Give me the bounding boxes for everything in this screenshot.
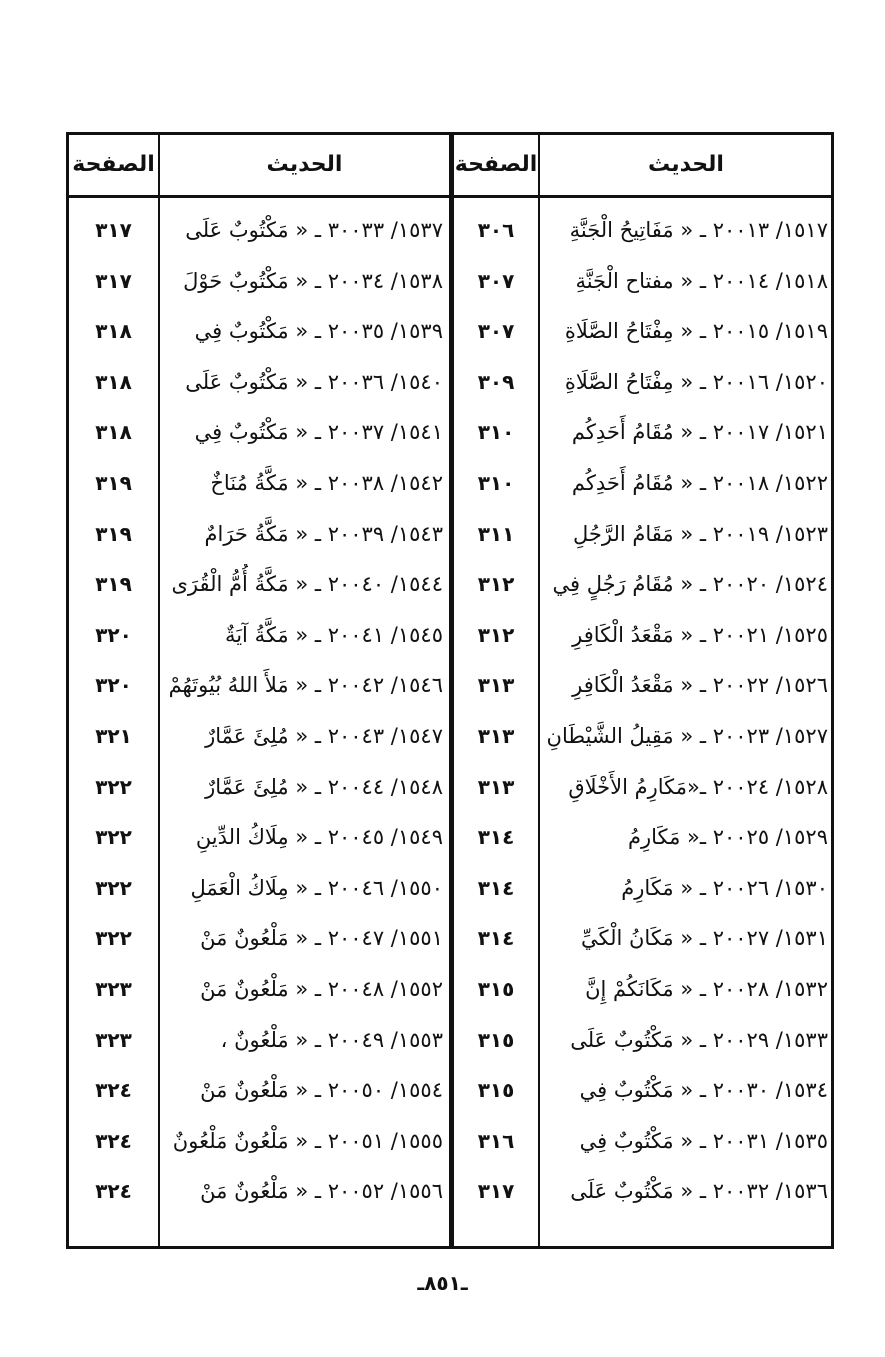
page-ref: ٣١٥ <box>477 977 515 1001</box>
hadith-entry: ١٥٥٤/ ٢٠٠٥٠ ـ « مَلْعُونٌ مَنْ <box>200 1078 443 1102</box>
hadith-entry: ١٥٣١/ ٢٠٠٢٧ ـ « مَكَانُ الْكَيِّ <box>581 926 828 950</box>
hadith-entry: ١٥٢٩/ ٢٠٠٢٥ ـ« مَكَارِمُ <box>627 825 828 849</box>
page-ref: ٣١٨ <box>95 370 132 394</box>
page-ref: ٣١٨ <box>95 420 132 444</box>
page-ref: ٣٢٤ <box>95 1179 132 1203</box>
page-ref: ٣٢٤ <box>95 1129 132 1153</box>
hadith-entry: ١٥٤٩/ ٢٠٠٤٥ ـ « مِلَاكُ الدِّينِ <box>195 825 443 849</box>
right-page-header: الصفحة <box>454 152 538 177</box>
page-ref: ٣٢٢ <box>95 876 132 900</box>
hadith-entry: ١٥٥٢/ ٢٠٠٤٨ ـ « مَلْعُونٌ مَنْ <box>200 977 443 1001</box>
page-number: ـ٨٥١ـ <box>417 1271 468 1295</box>
hadith-entry: ١٥٥٠/ ٢٠٠٤٦ ـ « مِلَاكُ الْعَمَلِ <box>190 876 443 900</box>
page-ref: ٣٠٧ <box>477 319 515 343</box>
page-ref: ٣١٨ <box>95 319 132 343</box>
right-column-divider <box>538 132 540 1249</box>
hadith-entry: ١٥٢٨/ ٢٠٠٢٤ ـ«مَكَارِمُ الأَخْلَاقِ <box>568 775 828 799</box>
page-ref: ٣١٩ <box>95 522 132 546</box>
page-ref: ٣١٣ <box>477 673 515 697</box>
page-ref: ٣١٢ <box>477 572 515 596</box>
page-ref: ٣٢٢ <box>95 926 132 950</box>
hadith-entry: ١٥٢٠/ ٢٠٠١٦ ـ « مِفْتَاحُ الصَّلَاةِ <box>564 370 828 394</box>
hadith-entry: ١٥٣٣/ ٢٠٠٢٩ ـ « مَكْتُوبٌ عَلَى <box>570 1028 828 1052</box>
hadith-entry: ١٥٥٥/ ٢٠٠٥١ ـ « مَلْعُونٌ مَلْعُونٌ <box>172 1129 443 1153</box>
hadith-entry: ١٥١٨/ ٢٠٠١٤ ـ « مفتاح الْجَنَّةِ <box>575 269 828 293</box>
hadith-entry: ١٥٣٨/ ٢٠٠٣٤ ـ « مَكْتُوبٌ حَوْلَ <box>183 269 443 293</box>
hadith-entry: ١٥٤٤/ ٢٠٠٤٠ ـ « مَكَّةُ أُمُّ الْقُرَى <box>171 572 443 596</box>
hadith-entry: ١٥٤٢/ ٢٠٠٣٨ ـ « مَكَّةُ مُنَاخٌ <box>210 471 443 495</box>
page-ref: ٣١٧ <box>95 218 132 242</box>
hadith-entry: ١٥٥٣/ ٢٠٠٤٩ ـ « مَلْعُونٌ ، <box>220 1028 443 1052</box>
page-ref: ٣٢٢ <box>95 825 132 849</box>
hadith-entry: ١٥٤٠/ ٢٠٠٣٦ ـ « مَكْتُوبٌ عَلَى <box>185 370 443 394</box>
hadith-entry: ١٥٢٤/ ٢٠٠٢٠ ـ « مُقَامُ رَجُلٍ فِي <box>552 572 828 596</box>
hadith-entry: ١٥٤٦/ ٢٠٠٤٢ ـ « مَلأَ اللهُ بُيُوتَهُمْ <box>168 673 443 697</box>
hadith-entry: ١٥٣٧/ ٣٠٠٣٣ ـ « مَكْتُوبٌ عَلَى <box>185 218 443 242</box>
page-ref: ٣٢٣ <box>95 977 132 1001</box>
page-ref: ٣٢٢ <box>95 775 132 799</box>
hadith-entry: ١٥٤٥/ ٢٠٠٤١ ـ « مَكَّةُ آيَةٌ <box>224 623 443 647</box>
hadith-entry: ١٥٣٠/ ٢٠٠٢٦ ـ « مَكَارِمُ <box>621 876 828 900</box>
page-ref: ٣١٤ <box>477 876 515 900</box>
page-ref: ٣١٦ <box>477 1129 515 1153</box>
hadith-entry: ١٥٤٧/ ٢٠٠٤٣ ـ « مُلِئَ عَمَّارٌ <box>205 724 443 748</box>
hadith-entry: ١٥٤١/ ٢٠٠٣٧ ـ « مَكْتُوبٌ فِي <box>194 420 443 444</box>
hadith-entry: ١٥٢١/ ٢٠٠١٧ ـ « مُقَامُ أَحَدِكُم <box>571 420 828 444</box>
page-ref: ٣١٥ <box>477 1028 515 1052</box>
page-ref: ٣١٤ <box>477 825 515 849</box>
hadith-entry: ١٥٢٦/ ٢٠٠٢٢ ـ « مَقْعَدُ الْكَافِرِ <box>572 673 828 697</box>
hadith-entry: ١٥٢٢/ ٢٠٠١٨ ـ « مُقَامُ أَحَدِكُم <box>571 471 828 495</box>
page-ref: ٣١٧ <box>477 1179 515 1203</box>
page-ref: ٣٢١ <box>95 724 132 748</box>
page-ref: ٣٠٩ <box>477 370 515 394</box>
hadith-entry: ١٥٣٥/ ٢٠٠٣١ ـ « مَكْتُوبٌ فِي <box>579 1129 828 1153</box>
page-ref: ٣١٩ <box>95 471 132 495</box>
left-column-divider <box>158 132 160 1249</box>
hadith-entry: ١٥٥١/ ٢٠٠٤٧ ـ « مَلْعُونٌ مَنْ <box>200 926 443 950</box>
hadith-entry: ١٥٢٥/ ٢٠٠٢١ ـ « مَقْعَدُ الْكَافِرِ <box>572 623 828 647</box>
page-ref: ٣١٣ <box>477 775 515 799</box>
hadith-entry: ١٥٤٣/ ٢٠٠٣٩ ـ « مَكَّةُ حَرَامٌ <box>204 522 443 546</box>
left-hadith-header: الحديث <box>266 152 343 177</box>
page-ref: ٣١٤ <box>477 926 515 950</box>
page-ref: ٣١٠ <box>477 420 515 444</box>
page-ref: ٣١٠ <box>477 471 515 495</box>
page-ref: ٣١٥ <box>477 1078 515 1102</box>
page-ref: ٣٢٠ <box>95 623 132 647</box>
page-ref: ٣٠٧ <box>477 269 515 293</box>
hadith-entry: ١٥٢٣/ ٢٠٠١٩ ـ « مَقَامُ الرَّجُلِ <box>573 522 828 546</box>
page-ref: ٣٢٣ <box>95 1028 132 1052</box>
page-ref: ٣٠٦ <box>477 218 515 242</box>
left-page-header: الصفحة <box>72 152 155 177</box>
right-hadith-header: الحديث <box>648 152 724 177</box>
hadith-entry: ١٥٣٦/ ٢٠٠٣٢ ـ « مَكْتُوبٌ عَلَى <box>570 1179 828 1203</box>
page-ref: ٣٢٠ <box>95 673 132 697</box>
page-ref: ٣١١ <box>477 522 515 546</box>
hadith-entry: ١٥١٧/ ٢٠٠١٣ ـ « مَفَاتِيحُ الْجَنَّةِ <box>569 218 828 242</box>
hadith-entry: ١٥٣٩/ ٢٠٠٣٥ ـ « مَكْتُوبٌ فِي <box>194 319 443 343</box>
hadith-entry: ١٥٥٦/ ٢٠٠٥٢ ـ « مَلْعُونٌ مَنْ <box>200 1179 443 1203</box>
header-divider <box>66 195 834 198</box>
hadith-entry: ١٥٤٨/ ٢٠٠٤٤ ـ « مُلِئَ عَمَّارٌ <box>205 775 443 799</box>
page-ref: ٣١٧ <box>95 269 132 293</box>
page-ref: ٣١٣ <box>477 724 515 748</box>
page-ref: ٣١٢ <box>477 623 515 647</box>
hadith-entry: ١٥٢٧/ ٢٠٠٢٣ ـ « مَقِيلُ الشَّيْطَانِ <box>546 724 828 748</box>
hadith-entry: ١٥١٩/ ٢٠٠١٥ ـ « مِفْتَاحُ الصَّلَاةِ <box>564 319 828 343</box>
page-ref: ٣٢٤ <box>95 1078 132 1102</box>
hadith-entry: ١٥٣٢/ ٢٠٠٢٨ ـ « مَكَانَكُمْ إِنَّ <box>585 977 828 1001</box>
hadith-entry: ١٥٣٤/ ٢٠٠٣٠ ـ « مَكْتُوبٌ فِي <box>579 1078 828 1102</box>
page-ref: ٣١٩ <box>95 572 132 596</box>
